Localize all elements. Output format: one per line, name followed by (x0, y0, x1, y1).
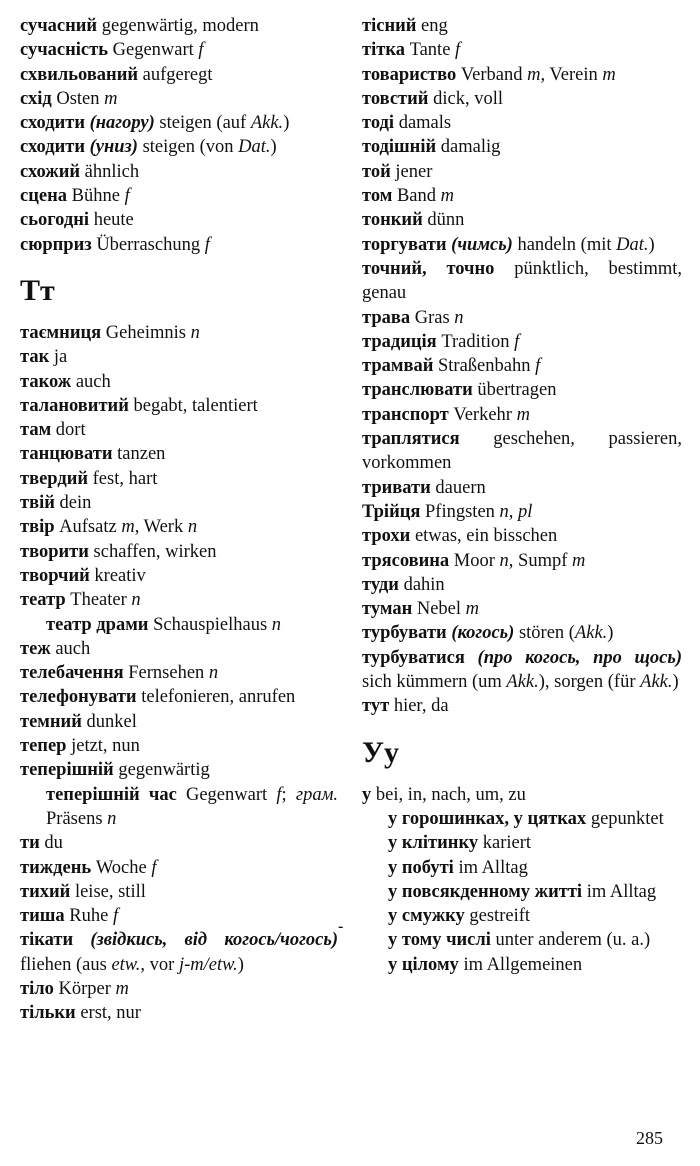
translation: , Sumpf (508, 550, 573, 571)
translation: gegenwärtig, modern (97, 16, 259, 36)
headword: театр драми (46, 614, 149, 635)
grammar-label: грам. (295, 784, 339, 805)
dictionary-entry (20, 637, 338, 661)
translation: steigen (von (137, 137, 239, 158)
translation: Ruhe (64, 906, 113, 927)
translation: kariert (478, 833, 532, 854)
translation: steigen (auf (154, 113, 251, 134)
translation: Verband (456, 64, 528, 85)
headword: театр (20, 590, 66, 611)
translation: gegenwärtig (113, 760, 210, 781)
dictionary-entry (20, 880, 338, 904)
dictionary-entry (362, 306, 682, 330)
dictionary-entry (362, 783, 682, 807)
translation: heute (89, 210, 134, 231)
headword: тітка (362, 40, 405, 61)
headword: теперішній час (46, 784, 177, 805)
translation: fest, hart (88, 468, 158, 489)
translation: telefonieren, anrufen (136, 687, 296, 708)
dictionary-entry (20, 685, 338, 709)
dictionary-entry (362, 646, 682, 695)
gender-marker: f (535, 356, 541, 377)
dictionary-entry (20, 160, 338, 184)
translation: Straßenbahn (433, 356, 536, 377)
dictionary-entry (20, 87, 338, 111)
dictionary-entry (362, 500, 682, 524)
translation: tanzen (112, 444, 166, 465)
translation: schaffen, wirken (88, 541, 217, 562)
gender-marker: f (276, 784, 282, 805)
gender-marker: m (121, 517, 135, 538)
gender-marker: m (465, 599, 480, 620)
headword: том (362, 186, 393, 207)
translation: Überraschung (91, 234, 205, 255)
dictionary-entry (20, 515, 338, 539)
dictionary-entry (20, 38, 338, 62)
dictionary-entry (20, 233, 338, 257)
translation: im Alltag (582, 881, 657, 902)
letter-heading: Тт (20, 273, 55, 307)
dictionary-subentry (362, 807, 682, 831)
dictionary-entry (20, 928, 338, 977)
headword: транспорт (362, 404, 449, 425)
usage-note: (униз) (89, 137, 138, 158)
dictionary-entry (20, 208, 338, 232)
headword: схожий (20, 161, 81, 182)
dictionary-entry (20, 418, 338, 442)
dictionary-subentry (362, 831, 682, 855)
dictionary-entry (362, 694, 682, 718)
dictionary-subentry (362, 856, 682, 880)
translation: Gegenwart (176, 784, 277, 805)
translation: bei, in, nach, um, zu (371, 784, 526, 805)
translation: Woche (91, 857, 152, 878)
headword: схвильований (20, 64, 139, 85)
dictionary-entry (20, 831, 338, 855)
gender-marker: m (104, 88, 118, 109)
dictionary-entry (20, 184, 338, 208)
dictionary-entry (362, 597, 682, 621)
translation: fliehen (aus (20, 954, 112, 975)
gender-marker: n (190, 322, 200, 343)
translation: Bühne (67, 186, 125, 207)
headword: таємниця (20, 322, 102, 343)
headword: сьогодні (20, 210, 90, 231)
translation: kreativ (89, 565, 146, 586)
dictionary-entry (20, 442, 338, 466)
translation: im Alltag (453, 857, 528, 878)
headword: тепер (20, 736, 67, 757)
headword: у горошинках, у цятках (388, 808, 587, 829)
translation: unter anderem (u. a.) (490, 930, 651, 951)
dictionary-entry (362, 38, 682, 62)
gender-marker: n (107, 808, 117, 829)
translation: Fernsehen (123, 663, 209, 684)
headword: сцена (20, 186, 67, 207)
translation: dick, voll (428, 88, 503, 109)
dictionary-entry (20, 394, 338, 418)
usage-note: (про когось, про щось) (477, 647, 682, 668)
dictionary-subentry (20, 613, 338, 637)
grammar-label: etw. (111, 954, 141, 975)
translation: dauern (430, 477, 486, 498)
headword: тонкий (362, 210, 423, 231)
translation: handeln (mit (512, 234, 617, 255)
translation: übertragen (472, 380, 557, 401)
headword: там (20, 420, 52, 441)
dictionary-entry (20, 904, 338, 928)
translation: ) (283, 113, 290, 134)
stray-mark: - (338, 918, 344, 935)
headword: тривати (362, 477, 431, 498)
translation: ) (672, 672, 679, 693)
gender-marker: n (131, 590, 141, 611)
translation: Präsens (46, 808, 108, 829)
usage-note: (звідкись, від когось/чогось) (90, 930, 338, 951)
dictionary-entry (362, 160, 682, 184)
gender-marker: f (124, 186, 130, 207)
dictionary-entry (20, 734, 338, 758)
headword: тихий (20, 881, 71, 902)
dictionary-entry (20, 467, 338, 491)
headword: сюрприз (20, 234, 92, 255)
headword: тільки (20, 1003, 76, 1024)
usage-note: (когось) (451, 623, 515, 644)
translation: damalig (436, 137, 501, 158)
translation: dünn (422, 210, 465, 231)
gender-marker: n (454, 307, 464, 328)
gender-marker: n (499, 550, 509, 571)
translation: ; (281, 784, 296, 805)
headword: сучасність (20, 40, 108, 61)
dictionary-entry (20, 588, 338, 612)
dictionary-entry (20, 1001, 338, 1025)
dictionary-subentry (362, 928, 682, 952)
translation: auch (71, 371, 111, 392)
translation: ) (648, 234, 655, 255)
translation: Schauspielhaus (148, 614, 272, 635)
translation: , Werk (134, 517, 188, 538)
gender-marker: n, pl (499, 501, 533, 522)
dictionary-entry (362, 354, 682, 378)
dictionary-entry (362, 63, 682, 87)
headword: торгувати (362, 234, 447, 255)
headword: сучасний (20, 16, 98, 36)
headword: трясовина (362, 550, 450, 571)
gender-marker: m (516, 404, 530, 425)
dictionary-entry (20, 856, 338, 880)
page-number: 285 (636, 1128, 663, 1148)
headword: телефонувати (20, 687, 137, 708)
dictionary-entry (20, 540, 338, 564)
gender-marker: f (112, 906, 119, 927)
headword: турбуватися (362, 647, 465, 668)
translation: damals (394, 113, 452, 134)
headword: сходити (20, 137, 85, 158)
translation: jetzt, nun (66, 736, 140, 757)
translation: Gras (410, 307, 455, 328)
gender-marker: m (602, 64, 616, 85)
translation: aufgeregt (138, 64, 213, 85)
headword: туман (362, 599, 413, 620)
grammar-label: Akk. (506, 672, 539, 693)
dictionary-entry (362, 208, 682, 232)
dictionary-entry (362, 330, 682, 354)
dictionary-entry (362, 87, 682, 111)
headword: телебачення (20, 663, 124, 684)
dictionary-entry (20, 758, 338, 782)
translation: jener (390, 161, 433, 182)
translation: dein (54, 493, 92, 514)
dictionary-subentry (20, 783, 338, 832)
translation: Band (392, 186, 441, 207)
headword: у повсякденному житті (388, 881, 583, 902)
gender-marker: n (208, 663, 219, 684)
headword: туди (362, 574, 399, 595)
headword: творити (20, 541, 89, 562)
headword: танцювати (20, 444, 113, 465)
usage-note: (нагору) (89, 113, 155, 134)
translation: stören ( (514, 623, 575, 644)
headword: траплятися (362, 429, 460, 450)
headword: у (362, 784, 372, 805)
headword: тікати (20, 930, 74, 951)
headword: трава (362, 307, 411, 328)
translation: leise, still (70, 881, 146, 902)
gender-marker: m (527, 64, 541, 85)
headword: товстий (362, 88, 429, 109)
translation: , Verein (540, 64, 603, 85)
dictionary-entry (362, 524, 682, 548)
translation: Gegenwart (108, 40, 199, 61)
translation: ähnlich (80, 161, 140, 182)
dictionary-entry (20, 710, 338, 734)
headword: теперішній (20, 760, 114, 781)
grammar-label: Akk. (574, 623, 608, 644)
dictionary-entry (20, 977, 338, 1001)
gender-marker: f (455, 40, 461, 61)
translation: eng (416, 16, 448, 36)
headword: у побуті (388, 857, 454, 878)
headword: сходити (20, 113, 85, 134)
headword: тіло (20, 978, 54, 999)
grammar-label: Akk. (640, 672, 673, 693)
headword: у смужку (388, 906, 465, 927)
translation: , vor (140, 954, 179, 975)
dictionary-entry (362, 111, 682, 135)
translation: pünktlich, bestimmt, genau (362, 258, 682, 304)
headword: тиждень (20, 857, 92, 878)
translation: ja (49, 347, 68, 368)
translation: ) (237, 954, 244, 975)
column-left (20, 14, 338, 1026)
translation: gestreift (464, 906, 531, 927)
translation: auch (50, 638, 91, 659)
translation: Aufsatz (54, 517, 122, 538)
headword: твій (20, 493, 55, 514)
dictionary-entry (20, 14, 338, 38)
headword: тодішній (362, 137, 437, 158)
gender-marker: m (572, 550, 586, 571)
translation: begabt, talentiert (128, 395, 258, 416)
headword: той (362, 161, 391, 182)
headword: схід (20, 88, 52, 109)
headword: твердий (20, 468, 89, 489)
usage-note: (чимсь) (451, 234, 513, 255)
grammar-label: Dat. (616, 234, 649, 255)
gender-marker: f (198, 40, 204, 61)
dictionary-entry (362, 549, 682, 573)
headword: темний (20, 711, 82, 732)
gender-marker: f (204, 234, 210, 255)
dictionary-entry (362, 621, 682, 645)
headword: також (20, 371, 72, 392)
letter-heading: Уу (362, 735, 400, 769)
translation: Moor (449, 550, 500, 571)
headword: трохи (362, 526, 411, 547)
column-right (362, 14, 682, 977)
headword: транслювати (362, 380, 473, 401)
translation: Verkehr (448, 404, 517, 425)
headword: тоді (362, 113, 395, 134)
headword: точний, точно (362, 258, 495, 279)
translation: Geheimnis (101, 322, 191, 343)
grammar-label: j-m/etw. (178, 954, 238, 975)
grammar-label: Dat. (238, 137, 271, 158)
translation: dahin (398, 574, 445, 595)
headword: так (20, 347, 50, 368)
dictionary-subentry (362, 904, 682, 928)
grammar-label: Akk. (250, 113, 284, 134)
dictionary-entry (362, 378, 682, 402)
dictionary-entry (20, 135, 338, 159)
gender-marker: n (187, 517, 198, 538)
dictionary-entry (20, 491, 338, 515)
headword: товариство (362, 64, 457, 85)
headword: теж (20, 638, 51, 659)
translation: geschehen, passieren, vorkommen (362, 429, 682, 474)
dictionary-entry (362, 403, 682, 427)
headword: творчий (20, 565, 90, 586)
headword: трамвай (362, 356, 434, 377)
translation: ), sorgen (für (538, 672, 641, 693)
translation: im Allgemeinen (458, 954, 583, 975)
headword: у клітинку (388, 833, 479, 854)
dictionary-entry (20, 345, 338, 369)
translation: Nebel (412, 599, 466, 620)
dictionary-subentry (362, 880, 682, 904)
dictionary-entry (20, 564, 338, 588)
gender-marker: m (440, 186, 455, 207)
headword: тиша (20, 906, 65, 927)
translation: dunkel (81, 711, 137, 732)
translation: etwas, ein bisschen (410, 526, 558, 547)
dictionary-entry (362, 427, 682, 476)
headword: традиція (362, 331, 437, 352)
translation: Theater (65, 590, 132, 611)
translation: Tradition (436, 331, 515, 352)
translation: du (39, 833, 63, 854)
translation: dort (51, 420, 86, 441)
gender-marker: m (115, 978, 129, 999)
dictionary-entry (362, 14, 682, 38)
translation: sich kümmern (um (362, 672, 507, 693)
dictionary-entry (20, 111, 338, 135)
headword: ти (20, 833, 40, 854)
dictionary-entry (20, 370, 338, 394)
translation: gepunktet (586, 808, 664, 829)
gender-marker: n (271, 614, 282, 635)
dictionary-entry (362, 233, 682, 257)
translation: Körper (53, 978, 116, 999)
translation: Tante (404, 40, 456, 61)
translation: erst, nur (75, 1003, 141, 1024)
headword: тут (362, 696, 390, 717)
headword: у цілому (388, 954, 459, 975)
dictionary-entry (20, 63, 338, 87)
translation: ) (607, 623, 614, 644)
headword: у тому числі (388, 930, 491, 951)
dictionary-subentry (362, 953, 682, 977)
translation: Pfingsten (420, 501, 500, 522)
dictionary-entry (20, 321, 338, 345)
dictionary-entry (362, 573, 682, 597)
headword: талановитий (20, 395, 129, 416)
headword: Трійця (362, 501, 421, 522)
gender-marker: f (514, 331, 520, 352)
headword: тісний (362, 16, 417, 36)
translation: Osten (51, 88, 105, 109)
headword: твір (20, 517, 55, 538)
translation: ) (270, 137, 277, 158)
dictionary-entry (20, 661, 338, 685)
headword: турбувати (362, 623, 447, 644)
dictionary-entry (362, 184, 682, 208)
gender-marker: f (151, 857, 157, 878)
translation: hier, da (389, 696, 449, 717)
dictionary-entry (362, 476, 682, 500)
dictionary-entry (362, 135, 682, 159)
dictionary-entry (362, 257, 682, 306)
